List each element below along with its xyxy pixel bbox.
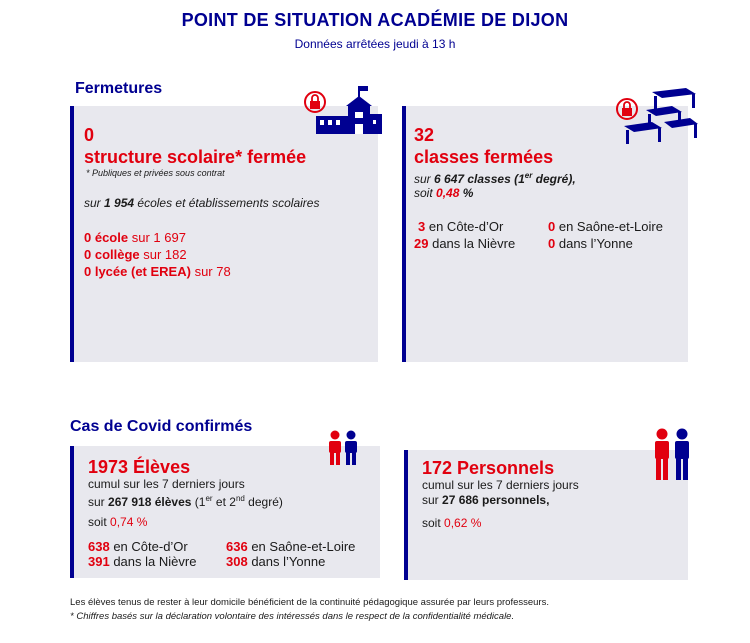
structures-note: * Publiques et privées sous contrat [86,168,225,178]
personnels-line1: cumul sur les 7 derniers jours [422,478,579,492]
classes-rate-value: 0,48 [436,186,460,200]
classes-line1-suffix: degré), [532,172,576,186]
dept-name: en Côte-d’Or [113,539,188,554]
eleves-line2-mid2: et 2 [212,495,236,509]
dept-name: en Saône-et-Loire [558,219,663,234]
eleves-line2 [88,491,283,510]
classes-line1-prefix: sur [414,172,431,186]
classes-line2-prefix: soit [414,186,433,200]
personnels-headline: 172 Personnels [422,458,555,478]
section-title-fermetures: Fermetures [75,80,163,97]
eleves-dept-2 [88,553,196,570]
dept-value: 3 [418,219,426,234]
classes-line1-value: 6 647 classes (1 [434,172,525,186]
dept-value: 0 [548,219,556,234]
college-suffix: sur 182 [143,247,187,262]
classes-dept-0 [418,218,503,235]
school-lock-icon [298,84,382,138]
classes-rate-suffix: % [459,186,474,200]
dept-name: dans la Nièvre [432,236,516,251]
eleves-line2-sup1: er [205,494,213,503]
structures-ecole [84,229,186,246]
personnels-line2-prefix: sur [422,493,439,507]
lycee-suffix: sur 78 [194,264,231,279]
page-subtitle: Données arrêtées jeudi à 13 h [294,37,456,51]
eleves-headline: 1973 Élèves [88,457,191,477]
desks-lock-icon [612,86,700,148]
personnels-line2-value: 27 686 personnels, [442,493,550,507]
dept-value: 391 [88,554,110,569]
classes-line1-sup: er [524,171,533,180]
structures-label: structure scolaire* fermée [84,147,307,167]
dept-value: 636 [226,539,248,554]
eleves-dept-3 [226,553,325,570]
personnels-rate [422,515,481,531]
eleves-rate-prefix: soit [88,515,107,529]
dept-name: dans l’Yonne [558,236,633,251]
structures-total-value: 1 954 [104,196,135,210]
classes-label: classes fermées [414,147,554,167]
dept-name: en Côte-d’Or [428,219,504,234]
classes-count: 32 [414,125,435,145]
college-value: 0 collège [84,247,140,262]
eleves-line1: cumul sur les 7 derniers jours [88,477,245,491]
dept-name: dans la Nièvre [113,554,197,569]
structures-total-suffix: écoles et établissements scolaires [137,196,320,210]
footer-line-1: Les élèves tenus de rester à leur domicile bénéficient de la continuité pédagogique assurée par leurs professeurs. [70,597,549,608]
eleves-line2-mid: (1 [191,495,206,509]
structures-total-prefix: sur [84,196,101,210]
footer-line-2: * Chiffres basés sur la déclaration volontaire des intéressés dans le respect de la confidentialité médicale. [70,611,515,622]
people-icon [652,428,692,482]
ecole-value: 0 école [84,230,129,245]
classes-dept-1 [548,218,663,235]
classes-dept-3 [548,235,633,252]
eleves-line2-suffix: degré) [244,495,283,509]
eleves-rate-value: 0,74 % [110,515,148,529]
dept-name: dans l’Yonne [251,554,326,569]
structures-lycee [84,263,231,280]
structures-college [84,246,187,263]
dept-value: 308 [226,554,248,569]
dept-name: en Saône-et-Loire [251,539,356,554]
dept-value: 0 [548,236,556,251]
personnels-line2 [422,492,549,508]
classes-dept-2 [414,235,515,252]
ecole-suffix: sur 1 697 [131,230,186,245]
lycee-value: 0 lycée (et EREA) [84,264,191,279]
eleves-line2-sup2: nd [235,494,245,503]
structures-total [84,195,319,211]
structures-count: 0 [84,125,95,145]
people-icon [326,430,360,466]
eleves-line2-value: 267 918 élèves [108,495,192,509]
personnels-rate-prefix: soit [422,516,441,530]
dept-value: 29 [414,236,429,251]
dept-value: 638 [88,539,110,554]
eleves-line2-prefix: sur [88,495,105,509]
classes-line2 [414,185,473,201]
page-title: POINT DE SITUATION ACADÉMIE DE DIJON [181,10,569,30]
section-title-covid: Cas de Covid confirmés [70,418,253,435]
personnels-rate-value: 0,62 % [444,516,482,530]
eleves-rate [88,514,147,530]
